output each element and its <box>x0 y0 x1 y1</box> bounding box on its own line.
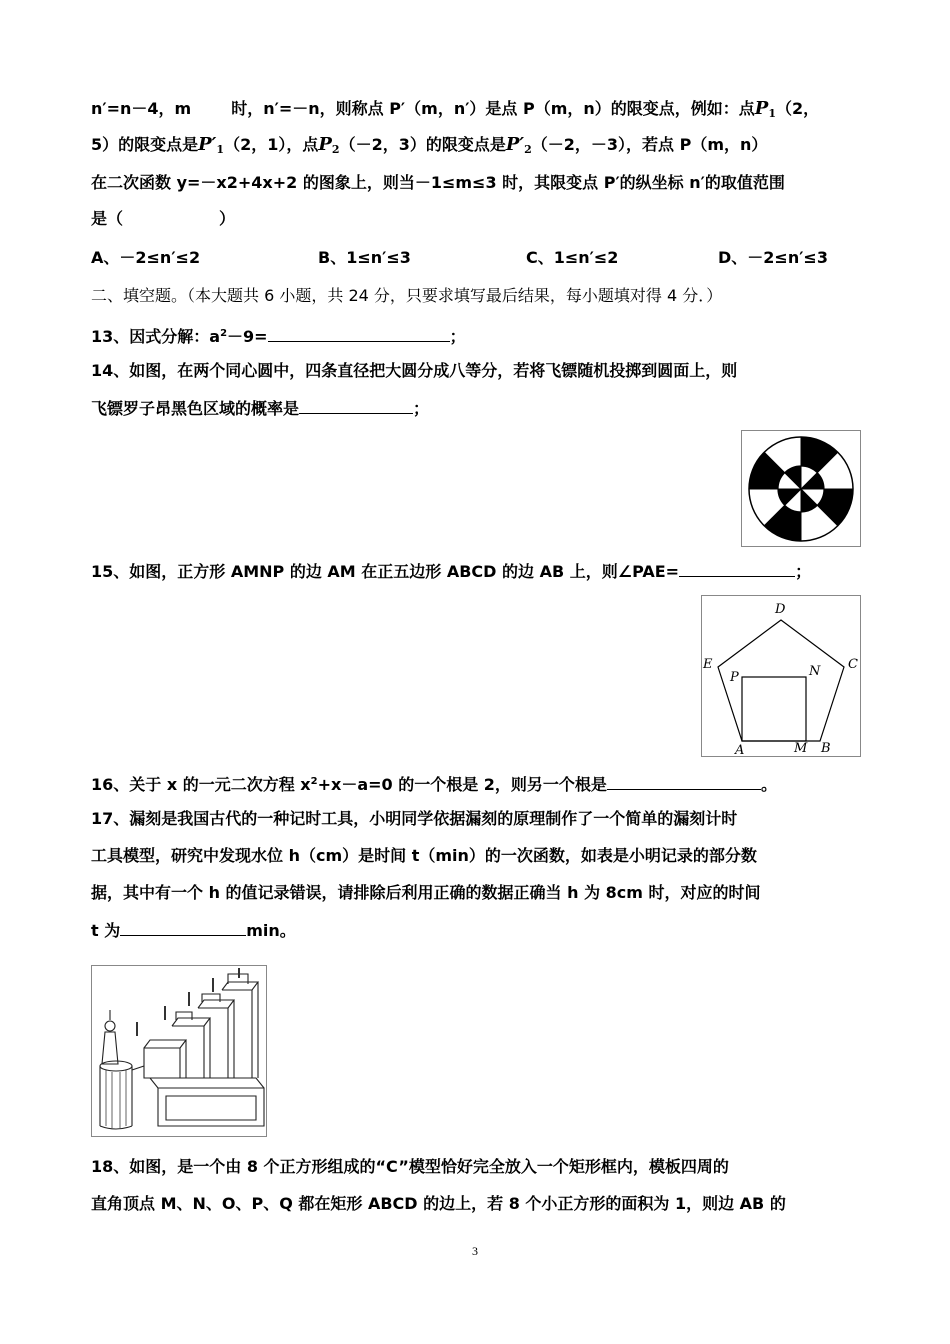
pentagon-square-diagram <box>702 596 860 756</box>
option-a: A、－2≤n′≤2 <box>91 248 201 267</box>
outer-black-sector-3 <box>764 505 801 541</box>
label-a: A <box>735 743 745 756</box>
q17-line-4 <box>91 919 296 942</box>
figure-head <box>105 1021 115 1031</box>
q14-text: 飞镖罗子昂黑色区域的概率是 <box>91 399 300 418</box>
q15-answer-blank <box>679 560 795 577</box>
point-p1-prime-sub: 1 <box>216 143 225 156</box>
q15-end: ； <box>795 562 812 581</box>
point-p2-prime-sub: 2 <box>524 143 532 156</box>
q16-text-a: 16、关于 x 的一元二次方程 x <box>91 775 311 794</box>
inner-black-sector-2 <box>801 489 817 512</box>
section-2-heading: 二、填空题。（本大题共 6 小题，共 24 分，只要求填写最后结果，每小题填对得 4 分．） <box>91 286 723 305</box>
tier-lower <box>144 1048 180 1078</box>
q14-line-2 <box>91 397 429 420</box>
q15 <box>91 560 811 583</box>
pipe <box>132 1066 144 1070</box>
clepsydra-drawing <box>92 966 266 1136</box>
base-top <box>150 1078 264 1088</box>
q12-text-1b: 时，n′=－n，则称点 P′（m，n′）是点 P（m，n）的限变点，例如：点 <box>231 99 755 118</box>
q16-exponent: 2 <box>310 776 318 787</box>
tier-top-cap <box>222 982 258 1078</box>
calligraphy-mark-2 <box>164 1006 166 1020</box>
inner-black-sector-4 <box>785 466 801 489</box>
base-panel <box>166 1096 256 1120</box>
vessel-2 <box>202 994 220 1002</box>
point-p1-sub: 1 <box>768 107 776 120</box>
inner-black-sector-1 <box>801 473 824 489</box>
q12-text-2b: （2，1），点 <box>224 135 319 154</box>
label-c: C <box>848 657 858 672</box>
q13-exponent: 2 <box>220 328 228 339</box>
q12-text-2c: （－2，3）的限变点是 <box>339 135 506 154</box>
q12-line-2 <box>91 134 767 161</box>
tier-top <box>222 990 252 1078</box>
tier-upper-top <box>198 1000 234 1078</box>
q14-line-1: 14、如图，在两个同心圆中，四条直径把大圆分成八等分，若将飞镖随机投掷到圆面上，则 <box>91 361 738 380</box>
point-p2-prime <box>506 134 532 155</box>
point-p1-prime <box>198 134 224 155</box>
q12-text-1c: （2， <box>776 99 820 118</box>
q13 <box>91 323 466 348</box>
q13-answer-blank <box>268 325 450 342</box>
q12-line-1 <box>91 98 819 125</box>
label-e: E <box>703 657 713 672</box>
q13-end: ； <box>449 327 466 346</box>
q16-answer-blank <box>607 773 761 790</box>
label-m: M <box>794 741 808 756</box>
calligraphy-mark-3 <box>188 992 190 1006</box>
q17-answer-blank <box>120 919 246 936</box>
point-p2 <box>318 134 339 155</box>
q17-line-2: 工具模型，研究中发现水位 h（cm）是时间 t（min）的一次函数，如表是小明记录的部分数 <box>91 846 757 865</box>
q17-text-b: min。 <box>246 921 296 940</box>
outer-black-sector-1 <box>801 437 838 473</box>
q18-line-1: 18、如图，是一个由 8 个正方形组成的“C”模型恰好完全放入一个矩形框内，模板四周的 <box>91 1157 729 1176</box>
point-p1-letter: P <box>754 98 769 119</box>
option-b: B、1≤n′≤3 <box>318 248 411 267</box>
q15-figure <box>701 595 861 757</box>
option-d: D、－2≤n′≤3 <box>718 248 828 267</box>
calligraphy-mark-5 <box>238 968 240 978</box>
q14-answer-blank <box>299 397 413 414</box>
label-p: P <box>730 670 739 685</box>
point-p1-prime-letter: P′ <box>198 134 217 155</box>
point-p1 <box>755 98 776 119</box>
option-c: C、1≤n′≤2 <box>526 248 619 267</box>
inner-black-sector-3 <box>778 489 801 505</box>
q12-text-4b: ） <box>219 209 236 228</box>
q12-text-2d: （－2，－3），若点 P（m，n） <box>531 135 768 154</box>
cylinder-stripes <box>106 1070 126 1128</box>
page-number: 3 <box>472 1244 478 1258</box>
q17-text-a: t 为 <box>91 921 121 940</box>
q15-text: 15、如图，正方形 AMNP 的边 AM 在正五边形 ABCD 的边 AB 上，则∠PAE= <box>91 562 680 581</box>
q16-end: 。 <box>760 775 777 794</box>
figure-body <box>102 1032 118 1064</box>
q13-text-a: 13、因式分解：a <box>91 327 221 346</box>
cylinder-sides <box>100 1066 132 1126</box>
q16-text-b: +x－a=0 的一个根是 2，则另一个根是 <box>317 775 607 794</box>
tier-middle <box>172 1026 204 1078</box>
label-b: B <box>821 741 831 756</box>
outer-black-sector-4 <box>749 452 785 489</box>
label-d: D <box>775 602 786 617</box>
q16 <box>91 771 777 796</box>
q12-text-1a: n′=n－4，m <box>91 99 192 118</box>
q12-text-2a: 5）的限变点是 <box>91 135 199 154</box>
outer-black-sector-2 <box>817 489 853 526</box>
vessel-1 <box>176 1012 192 1020</box>
clepsydra-illustration <box>91 965 267 1137</box>
cylinder-bottom <box>100 1126 132 1129</box>
q18-line-2: 直角顶点 M、N、O、P、Q 都在矩形 ABCD 的边上，若 8 个小正方形的面积为 1，则边 AB 的 <box>91 1194 786 1213</box>
calligraphy-mark-1 <box>136 1022 138 1036</box>
point-p2-letter: P <box>318 134 332 155</box>
q17-line-3: 据，其中有一个 h 的值记录错误，请排除后利用正确的数据正确当 h 为 8cm 时，对应的时间 <box>91 883 761 902</box>
q14-figure <box>741 430 861 547</box>
q17-line-1: 17、漏刻是我国古代的一种记时工具，小明同学依据漏刻的原理制作了一个简单的漏刻计时 <box>91 809 738 828</box>
q12-line-3: 在二次函数 y=－x2+4x+2 的图象上，则当－1≤m≤3 时，其限变点 P′的纵坐标 n′的取值范围 <box>91 173 785 192</box>
concentric-circles-diagram <box>742 431 860 546</box>
calligraphy-mark-4 <box>212 978 214 992</box>
label-n: N <box>809 664 821 679</box>
q14-end: ； <box>413 399 430 418</box>
q12-line-4 <box>91 208 235 230</box>
q13-text-b: －9= <box>227 327 268 346</box>
square-amnp <box>742 677 806 741</box>
point-p2-prime-letter: P′ <box>505 134 525 155</box>
q12-text-4a: 是（ <box>91 209 124 228</box>
cylinder-top <box>100 1061 132 1071</box>
point-p2-sub: 2 <box>331 143 340 156</box>
